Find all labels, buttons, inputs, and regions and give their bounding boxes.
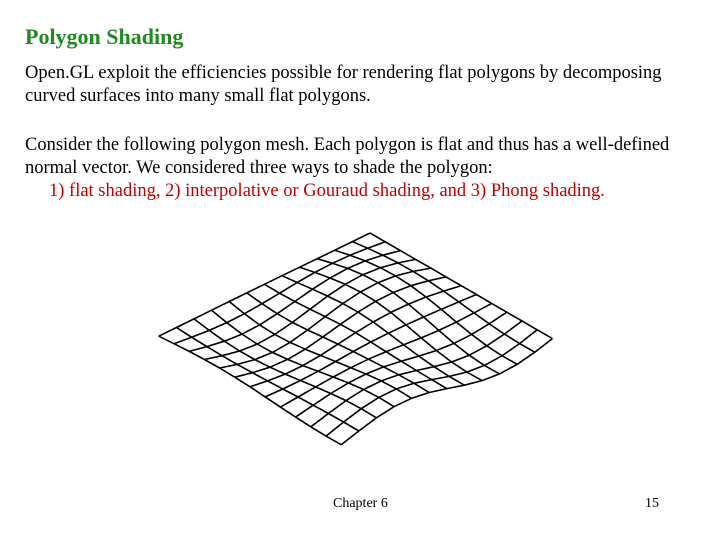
shading-methods-list: 1) flat shading, 2) interpolative or Gouraud shading, and 3) Phong shading.	[49, 181, 605, 201]
mesh-line-row-4	[300, 267, 482, 380]
slide-title: Polygon Shading	[25, 24, 184, 49]
mesh-line-col-12	[341, 339, 552, 445]
mesh-line-col-0	[159, 233, 370, 336]
mesh-paragraph	[25, 134, 685, 203]
mesh-line-row-1	[352, 242, 534, 353]
intro-paragraph: Open.GL exploit the efficiencies possible for rendering flat polygons by decomposing curved surfaces into many small flat polygons.	[25, 63, 662, 106]
mesh-line-row-11	[176, 328, 358, 432]
mesh-line-col-2	[189, 251, 400, 352]
mesh-lines	[159, 233, 553, 445]
mesh-line-col-8	[280, 303, 491, 407]
mesh-line-col-10	[311, 321, 522, 427]
footer-page-number: 15	[645, 496, 659, 511]
polygon-mesh-figure	[140, 225, 570, 455]
mesh-line-col-5	[235, 277, 446, 377]
mesh-paragraph-text: Consider the following polygon mesh. Each polygon is flat and thus has a well-defined normal vector. We considered three ways to shade the polygon:	[25, 135, 670, 178]
footer-chapter: Chapter 6	[333, 496, 388, 511]
